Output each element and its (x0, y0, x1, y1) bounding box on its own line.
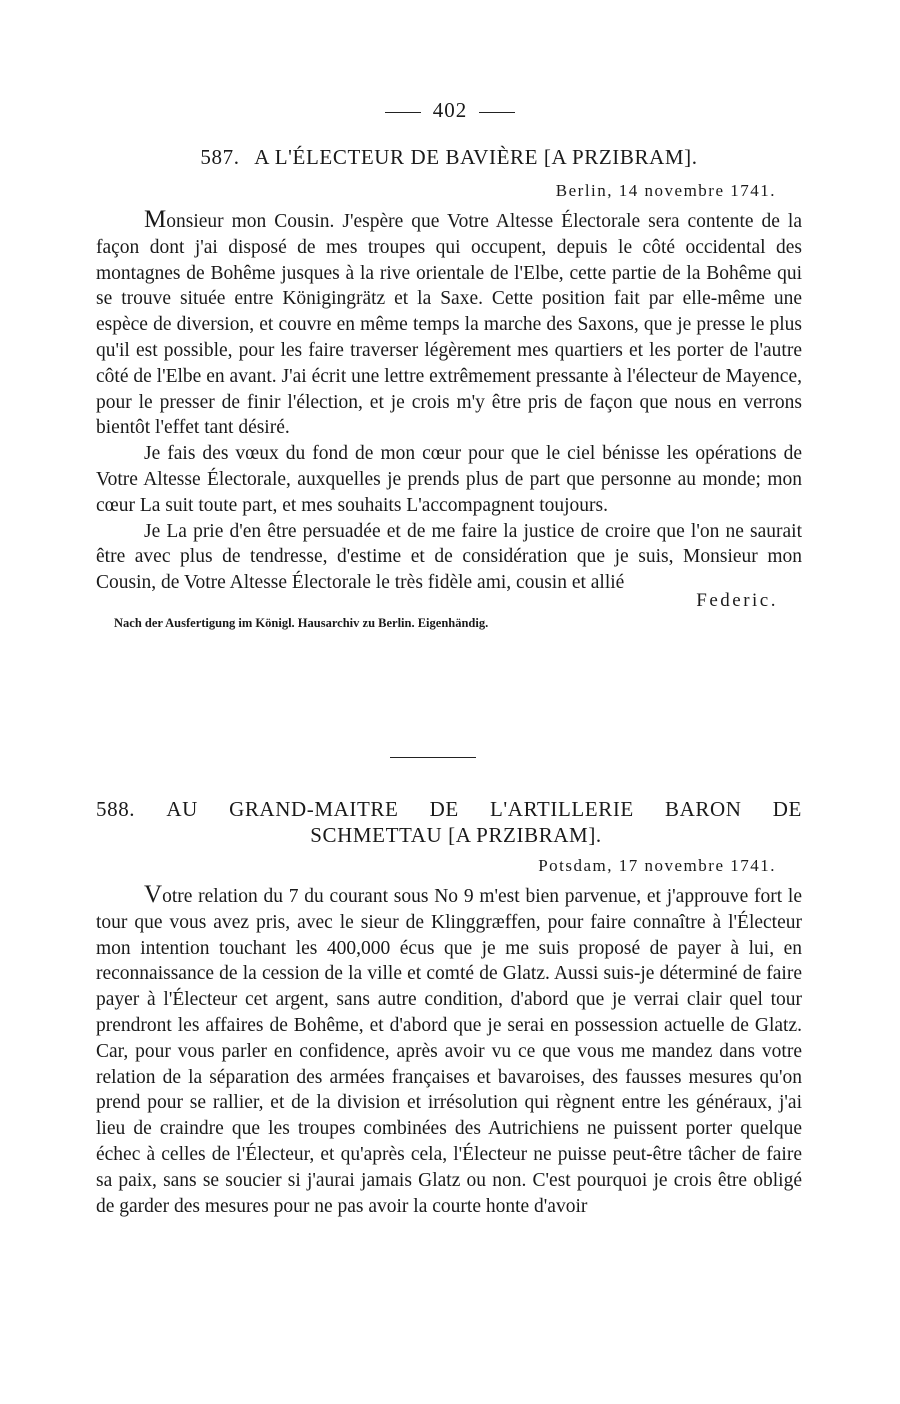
letter-paragraph (96, 207, 802, 441)
paragraph-text: otre relation du 7 du courant sous No 9 m'est bien parvenue, et j'approuve fort le tour que vous avez pris, avec le sieur de Klinggræffen, pour faire connaître à l'Électeur mon intention touchant les 400,000 écus que je me suis proposé de payer à lui, en reconnaissance de la cession de la ville et comté de Glatz. Aussi suis-je déterminé de faire payer à l'Électeur cet argent, sans autre condition, d'abord que je verrai clair quel tour prendront les affaires de Bohême, et d'abord que je serai en possession actuelle de Glatz. Car, pour vous parler en confidence, après avoir vu ce que vous me mandez dans votre relation de la séparation des armées françaises et bavaroises, des fausses mesures qu'on prend pour se rallier, et de la division et irrésolution qui règnent entre les généraux, j'ai lieu de craindre que les troupes combinées des Autrichiens ne puissent porter quelque échec à celles de l'Électeur, et qu'après cela, l'Électeur ne puisse peut-être tâcher de faire sa paix, sans se soucier si j'aurai jamais Glatz ou non. C'est pourquoi je crois être obligé de garder des mesures pour ne pas avoir la courte honte d'avoir (96, 886, 802, 1217)
page-number-dash-right (479, 112, 515, 113)
letter-588 (96, 796, 802, 1219)
page-number (0, 98, 900, 123)
signature: Federic. (696, 589, 778, 611)
letter-title-word: BARON (665, 797, 742, 821)
letter-title-word: AU (166, 797, 198, 821)
drop-initial: M (144, 206, 167, 233)
letter-paragraph: Je La prie d'en être persuadée et de me faire la justice de croire que l'on ne saurait être avec plus de tendresse, d'estime et de considération que je suis, Monsieur mon Cousin, de Votre Altesse Électorale le très fidèle ami, cousin et allié (96, 520, 802, 594)
section-divider (390, 757, 476, 758)
letter-title-word: GRAND-MAITRE (229, 797, 399, 821)
letter-title-word: L'ARTILLERIE (490, 797, 634, 821)
paragraph-text: onsieur mon Cousin. J'espère que Votre Altesse Électorale sera contente de la façon dont j'ai disposé de mes troupes qui occupent, depuis le côté occidental des montagnes de Bohême jusques à la rive orientale de l'Elbe, cette partie de la Bohême qui se trouve située entre Königingrätz et la Saxe. Cette position fait par elle-même une espèce de diversion, et couvre en même temps la marche des Saxons, que je presse le plus qu'il est possible, pour les faire traverser légèrement mes quartiers et les porter de l'autre côté de l'Elbe en avant. J'ai écrit une lettre extrêmement pressante à l'électeur de Mayence, pour le presser de finir l'élection, et je crois m'y être pris de façon que nous en verrons bientôt l'effet tant désiré. (96, 211, 802, 439)
page-number-dash-left (385, 112, 421, 113)
drop-initial: V (144, 881, 163, 908)
letter-title-word: DE (429, 797, 459, 821)
letter-heading-line1 (96, 796, 802, 822)
letter-dateline: Berlin, 14 novembre 1741. (555, 181, 776, 200)
letter-587 (96, 145, 802, 631)
letter-title-word: DE (772, 797, 802, 821)
letter-title: A L'ÉLECTEUR DE BAVIÈRE [A PRZIBRAM]. (254, 145, 698, 169)
page-number-value: 402 (432, 98, 468, 122)
letter-number: 587. (200, 145, 240, 169)
letter-paragraph (96, 882, 802, 1219)
source-note: Nach der Ausfertigung im Königl. Hausarchiv zu Berlin. Eigenhändig. (114, 615, 489, 630)
letter-heading (96, 796, 802, 848)
letter-number: 588. (96, 797, 136, 821)
letter-dateline: Potsdam, 17 novembre 1741. (538, 856, 776, 875)
letter-heading-line2: SCHMETTAU [A PRZIBRAM]. (310, 823, 602, 847)
letter-heading (96, 145, 802, 169)
letter-paragraph: Je fais des vœux du fond de mon cœur pour que le ciel bénisse les opérations de Votre Altesse Électorale, auxquelles je prends plus de part que personne au monde; mon cœur La suit toute part, et mes souhaits L'accompagnent toujours. (96, 443, 802, 516)
